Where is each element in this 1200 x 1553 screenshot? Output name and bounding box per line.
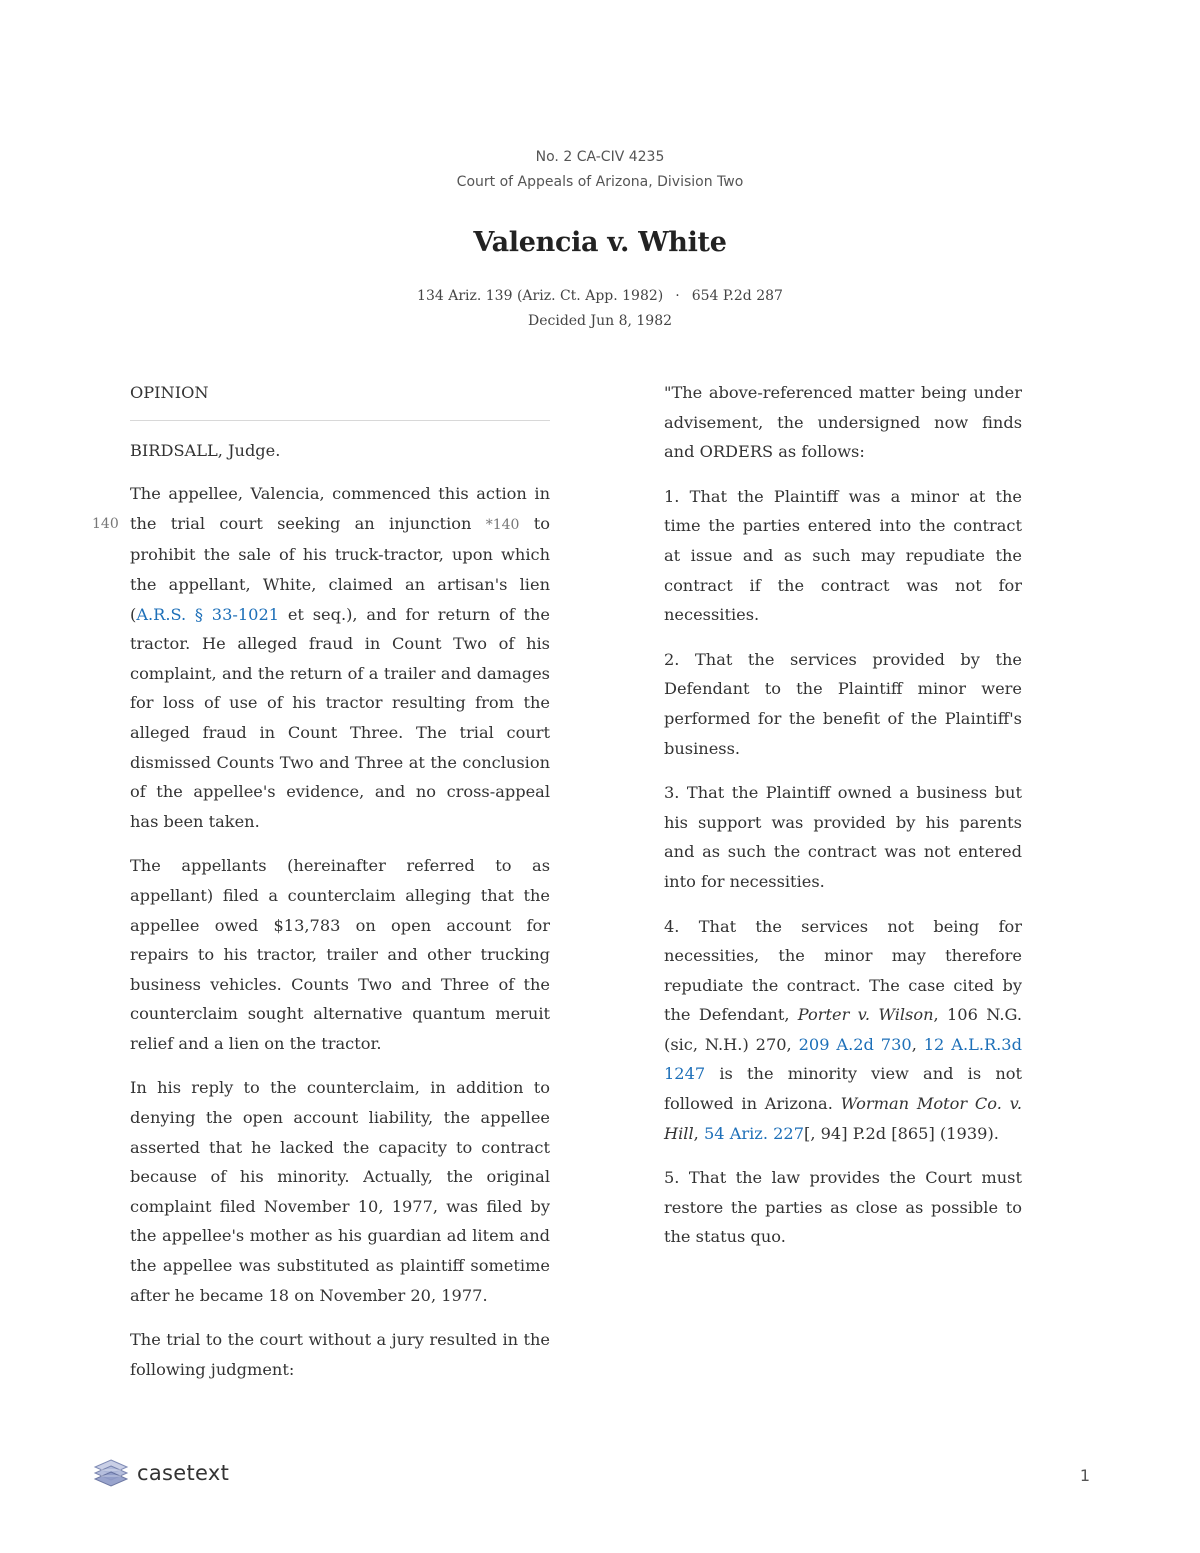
paragraph: "The above-referenced matter being under advisement, the undersigned now finds and ORDERS as follows: bbox=[664, 383, 1022, 462]
right-column bbox=[664, 378, 1022, 1267]
paragraph: 5. That the law provides the Court must restore the parties as close as possible to the status quo. bbox=[664, 1168, 1022, 1247]
docket-number: No. 2 CA-CIV 4235 bbox=[535, 149, 665, 165]
paragraph: The appellee, Valencia, commenced this action in the trial court seeking an injunction *140 to prohibit the sale of his truck-tractor, upon which the appellant, White, claimed an artisan's lien (A.R.S. § 33-1021 et seq.), and for return of the tractor. He alleged fraud in Count Two of his complaint, and the return of a trailer and damages for loss of use of his tractor resulting from the alleged fraud in Count Three. The trial court dismissed Counts Two and Three at the conclusion of the appellee's evidence, and no cross-appeal has been taken. bbox=[130, 484, 550, 831]
citation-link[interactable]: 54 Ariz. 227 bbox=[703, 1123, 805, 1143]
paragraph: The appellants (hereinafter referred to as appellant) filed a counterclaim alleging that the appellee owed $13,783 on open account for repairs to his tractor, trailer and other trucking business vehicles. Counts Two and Three of the counterclaim sought alternative quantum meruit relief and a lien on the tractor. bbox=[130, 856, 550, 1053]
paragraph: 3. That the Plaintiff owned a business but his support was provided by his parents and as such the contract was not entered into for necessities. bbox=[664, 783, 1022, 891]
citation-link[interactable]: 209 A.2d 730 bbox=[798, 1034, 912, 1054]
court-name: Court of Appeals of Arizona, Division Two bbox=[456, 174, 744, 190]
star-page-marker: *140 bbox=[485, 516, 520, 533]
left-column bbox=[130, 378, 550, 1399]
paragraph: In his reply to the counterclaim, in addition to denying the open account liability, the appellee asserted that he lacked the capacity to contract because of his minority. Actually, the original complaint filed November 10, 1977, was filed by the appellee's mother as his guardian ad litem and the appellee was substituted as plaintiff sometime after he became 18 on November 20, 1977. bbox=[130, 1078, 550, 1305]
opinion-heading: OPINION bbox=[130, 378, 550, 421]
statute-link[interactable]: A.R.S. § 33-1021 bbox=[136, 604, 280, 624]
case-title: Valencia v. White bbox=[473, 227, 727, 258]
paragraph: The trial to the court without a jury resulted in the following judgment: bbox=[130, 1330, 550, 1379]
case-name: Porter v. Wilson bbox=[797, 1005, 934, 1025]
citation-link[interactable]: 12 A.L.R.3d 1247 bbox=[664, 1034, 1022, 1084]
paragraph: 1. That the Plaintiff was a minor at the time the parties entered into the contract at issue and as such may repudiate the contract if the contract was not for necessities. bbox=[664, 486, 1022, 625]
citation-reporter-1: 134 Ariz. 139 (Ariz. Ct. App. 1982) bbox=[417, 288, 664, 304]
logo-text: casetext bbox=[137, 1461, 230, 1485]
citation-reporter-2: 654 P.2d 287 bbox=[691, 288, 783, 304]
judge-name: BIRDSALL, Judge. bbox=[130, 440, 281, 460]
casetext-logo[interactable] bbox=[93, 1458, 229, 1488]
page-number: 1 bbox=[1079, 1466, 1090, 1485]
layered-stack-icon bbox=[93, 1458, 129, 1488]
citations bbox=[0, 284, 1200, 309]
decided-date: Decided Jun 8, 1982 bbox=[527, 313, 673, 329]
paragraph: 4. That the services not being for necessities, the minor may therefore repudiate the contract. The case cited by the Defendant, Porter v. Wilson, 106 N.G. (sic, N.H.) 270, 209 A.2d 730, 12 A.L.R.3d 1247 is the minority view and is not followed in Arizona. Worman Motor Co. v. Hill, 54 Ariz. 227[, 94] P.2d [865] (1939). bbox=[664, 916, 1023, 1143]
case-header bbox=[0, 145, 1200, 333]
citation-separator: · bbox=[675, 288, 680, 304]
margin-page-number: 140 bbox=[92, 516, 119, 532]
case-name: Worman Motor Co. v. Hill bbox=[664, 1094, 1022, 1143]
paragraph: 2. That the services provided by the Defendant to the Plaintiff minor were performed for the benefit of the Plaintiff's business. bbox=[664, 649, 1022, 758]
